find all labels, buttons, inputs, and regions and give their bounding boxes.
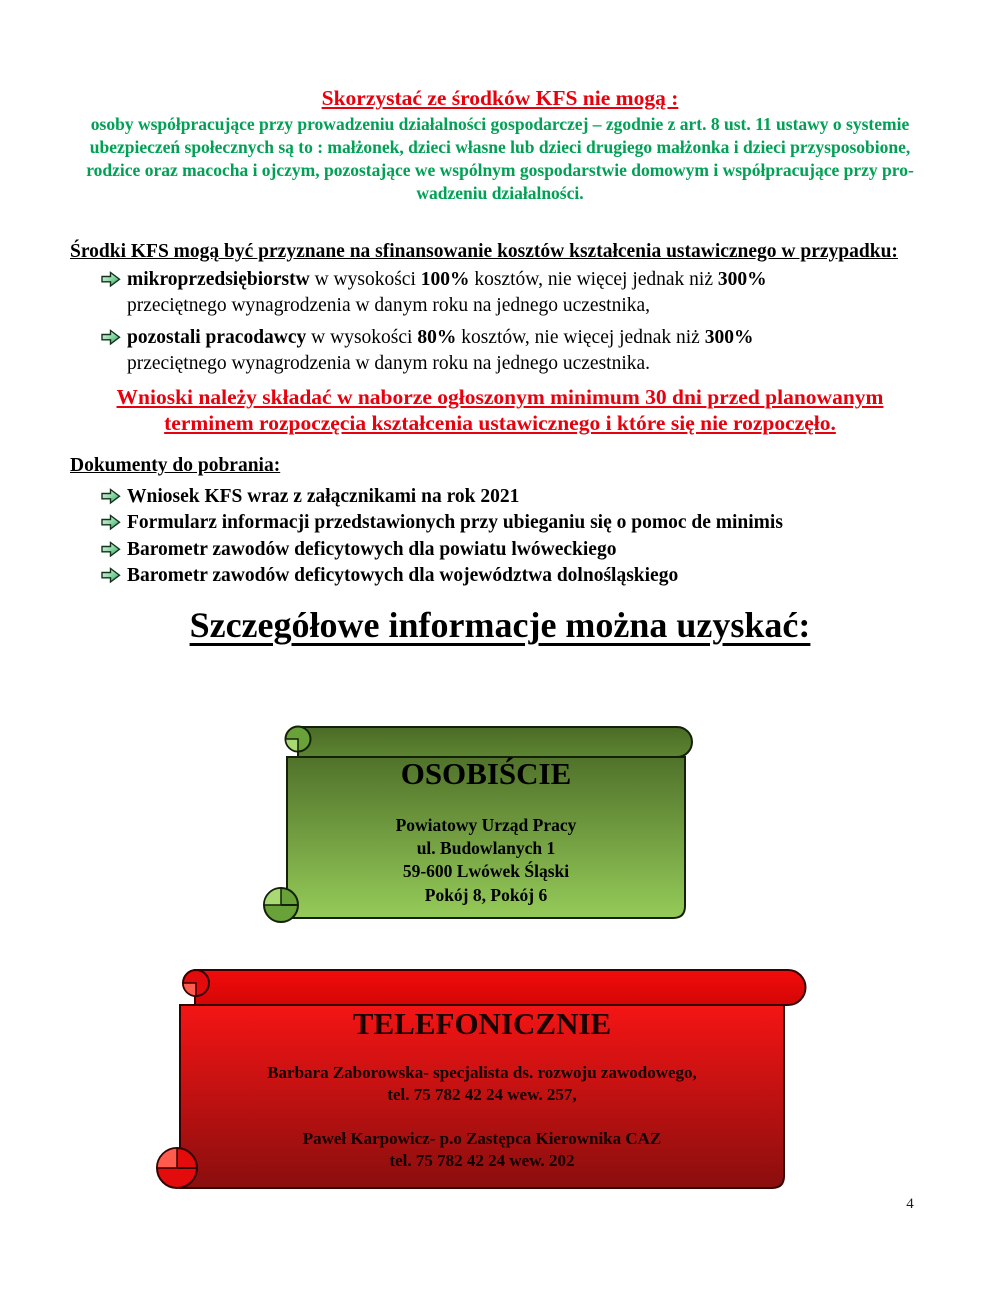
green-arrow-bullet-icon: [100, 484, 127, 505]
phone-line: tel. 75 782 42 24 wew. 257,: [387, 1085, 577, 1104]
restrictions-line: wadzeniu działalności.: [416, 183, 584, 203]
bullet-text: [127, 267, 767, 318]
notice-line: Wnioski należy składać w naborze ogłoszonym minimum 30 dni przed planowanym: [116, 385, 884, 409]
list-item: [100, 325, 920, 376]
green-arrow-bullet-icon: [100, 510, 127, 531]
bullet-line-2: przeciętnego wynagrodzenia w danym roku na jednego uczestnika,: [127, 294, 651, 316]
restrictions-line: osoby współpracujące przy prowadzeniu działalności gospodarczej – zgodnie z art. 8 ust. 11 ustawy o systemie: [90, 114, 910, 134]
funding-bullet-list: [100, 267, 920, 383]
address-line: Powiatowy Urząd Pracy: [395, 815, 577, 835]
restrictions-title: Skorzystać ze środków KFS nie mogą :: [321, 86, 679, 110]
address-line: 59-600 Lwówek Śląski: [402, 861, 570, 882]
downloads-list: [100, 484, 920, 589]
page-number: 4: [906, 1196, 914, 1212]
funding-heading: Środki KFS mogą być przyznane na sfinansowanie kosztów kształcenia ustawicznego w przypadku:: [70, 241, 898, 262]
phone-line: Barbara Zaborowska- specjalista ds. rozwoju zawodowego,: [267, 1063, 697, 1082]
restrictions-line: rodzice oraz macocha i ojczym, pozostające we wspólnym gospodarstwie domowym i współpracujące przy pro-: [86, 160, 914, 180]
green-arrow-bullet-icon: [100, 563, 127, 584]
green-arrow-bullet-icon: [100, 537, 127, 558]
contact-personal-address: [287, 814, 685, 907]
notice-line: terminem rozpoczęcia kształcenia ustawicznego i które się nie rozpoczęło.: [164, 411, 836, 435]
download-item-label: Barometr zawodów deficytowych dla powiatu lwóweckiego: [127, 538, 617, 560]
download-item-label: Formularz informacji przedstawionych przy ubieganiu się o pomoc de minimis: [127, 512, 783, 534]
restrictions-line: ubezpieczeń społecznych są to : małżonek, dzieci własne lub dzieci drugiego małżonka i dzieci przysposobione,: [89, 137, 911, 157]
green-arrow-bullet-icon: [100, 325, 127, 346]
phone-line: [180, 1106, 784, 1128]
info-heading: Szczegółowe informacje można uzyskać:: [189, 605, 811, 645]
bullet-text: [127, 325, 753, 376]
address-line: Pokój 8, Pokój 6: [424, 884, 548, 905]
bullet-line-1: pozostali pracodawcy w wysokości 80% kosztów, nie więcej jednak niż 300%: [127, 327, 754, 348]
list-item: [100, 510, 920, 536]
download-item-label: Barometr zawodów deficytowych dla województwa dolnośląskiego: [127, 564, 679, 586]
bullet-line-1: mikroprzedsiębiorstw w wysokości 100% kosztów, nie więcej jednak niż 300%: [127, 269, 767, 290]
restrictions-paragraph: [50, 113, 950, 205]
bullet-line-2: przeciętnego wynagrodzenia w danym roku na jednego uczestnika.: [127, 352, 651, 374]
submission-notice: [0, 384, 1000, 436]
list-item: [100, 537, 920, 563]
address-line: ul. Budowlanych 1: [416, 838, 556, 859]
contact-personal-title: OSOBIŚCIE: [400, 756, 572, 791]
download-item-label: Wniosek KFS wraz z załącznikami na rok 2021: [127, 486, 520, 507]
contact-phone-title: TELEFONICZNIE: [352, 1006, 612, 1041]
green-arrow-bullet-icon: [100, 267, 127, 288]
red-scroll-top-roll: [195, 970, 806, 1005]
list-item: [100, 563, 920, 589]
list-item: [100, 267, 920, 318]
list-item: [100, 484, 920, 510]
downloads-heading: Dokumenty do pobrania:: [70, 455, 281, 476]
contact-phone-details: [180, 1062, 784, 1172]
green-scroll-top-roll: [298, 727, 692, 757]
phone-line: tel. 75 782 42 24 wew. 202: [389, 1151, 575, 1170]
phone-line: Paweł Karpowicz- p.o Zastępca Kierownika CAZ: [302, 1129, 662, 1148]
